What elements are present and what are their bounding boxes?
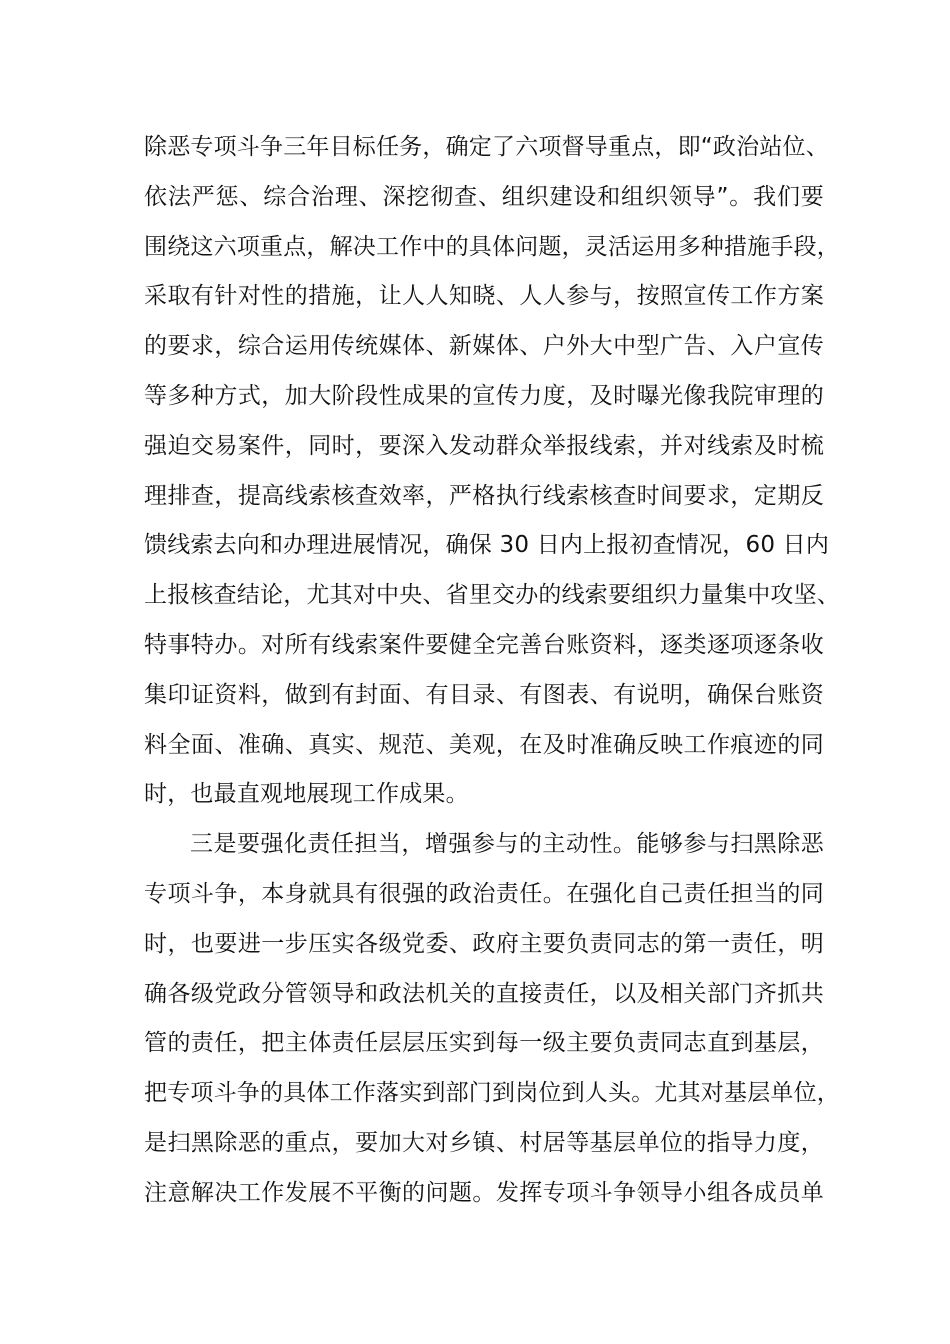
paragraph-end-line: 时，也最直观地展现工作成果。: [144, 781, 469, 808]
text-line: 等多种方式，加大阶段性成果的宣传力度，及时曝光像我院审理的: [144, 382, 824, 409]
text-line: 管的责任，把主体责任层层压实到每一级主要负责同志直到基层，: [144, 1030, 824, 1057]
text-line: 理排查，提高线索核查效率，严格执行线索核查时间要求，定期反: [144, 482, 824, 509]
text-line: 馈线索去向和办理进展情况，确保 30 日内上报初查情况，60 日内: [144, 532, 830, 559]
body-text: [144, 123, 840, 1219]
text-line: 上报核查结论，尤其对中央、省里交办的线索要组织力量集中攻坚、: [144, 582, 840, 609]
text-line: 除恶专项斗争三年目标任务，确定了六项督导重点，即“政治站位、: [144, 134, 829, 160]
text-line: 集印证资料，做到有封面、有目录、有图表、有说明，确保台账资: [144, 681, 824, 708]
text-line: 强迫交易案件，同时，要深入发动群众举报线索，并对线索及时梳: [144, 432, 824, 459]
paragraph-start-line: 三是要强化责任担当，增强参与的主动性。能够参与扫黑除恶: [190, 831, 824, 858]
text-line: 依法严惩、综合治理、深挖彻查、组织建设和组织领导”。我们要: [144, 183, 824, 210]
text-line: 围绕这六项重点，解决工作中的具体问题，灵活运用多种措施手段，: [144, 233, 840, 260]
text-line: 特事特办。对所有线索案件要健全完善台账资料，逐类逐项逐条收: [144, 631, 824, 658]
text-line: 料全面、准确、真实、规范、美观，在及时准确反映工作痕迹的同: [144, 731, 824, 758]
text-line: 把专项斗争的具体工作落实到部门到岗位到人头。尤其对基层单位，: [144, 1080, 840, 1107]
text-line: 采取有针对性的措施，让人人知晓、人人参与，按照宣传工作方案: [144, 283, 824, 310]
text-line: 注意解决工作发展不平衡的问题。发挥专项斗争领导小组各成员单: [144, 1179, 824, 1206]
text-line: 确各级党政分管领导和政法机关的直接责任，以及相关部门齐抓共: [144, 980, 824, 1007]
text-line: 时，也要进一步压实各级党委、政府主要负责同志的第一责任，明: [144, 930, 824, 957]
text-line: 是扫黑除恶的重点，要加大对乡镇、村居等基层单位的指导力度，: [144, 1129, 824, 1156]
text-line: 专项斗争，本身就具有很强的政治责任。在强化自己责任担当的同: [144, 880, 824, 907]
text-line: 的要求，综合运用传统媒体、新媒体、户外大中型广告、入户宣传: [144, 333, 824, 360]
